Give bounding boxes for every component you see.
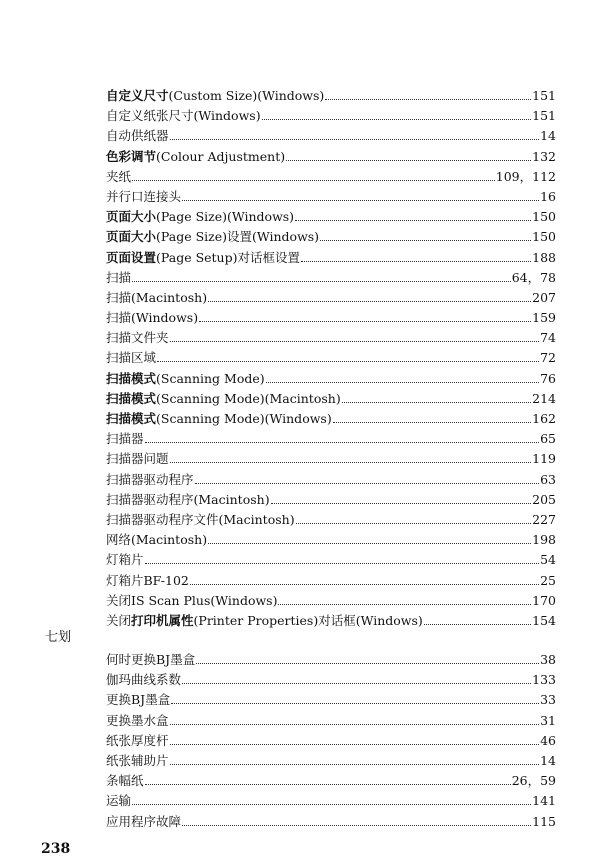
entry-term xyxy=(106,670,181,690)
entry-term xyxy=(106,470,194,490)
dot-leader xyxy=(333,411,531,423)
dot-leader xyxy=(266,370,539,382)
entry-term-text: 扫描 xyxy=(106,269,132,285)
dot-leader xyxy=(170,451,532,463)
dot-leader xyxy=(145,431,540,443)
entry-term-text: 扫描文件夹 xyxy=(106,330,169,346)
entry-term xyxy=(106,86,324,106)
entry-term-text: 灯箱片 xyxy=(106,552,144,568)
entry-term xyxy=(106,791,131,811)
index-entry xyxy=(106,86,556,106)
index-entry xyxy=(106,470,556,490)
entry-term xyxy=(106,731,169,751)
dot-leader xyxy=(296,512,532,524)
entry-page-ref: 31 xyxy=(540,712,556,728)
entry-term-text: 更换墨水盒 xyxy=(106,712,169,728)
entry-term-text: 应用程序故障 xyxy=(106,813,182,829)
entry-page-ref: 154 xyxy=(532,612,556,628)
dot-leader xyxy=(132,269,511,281)
entry-term-text: 运输 xyxy=(106,793,132,809)
entry-term-text: 更换BJ墨盒 xyxy=(106,692,171,708)
index-entry xyxy=(106,429,556,449)
entry-term-text: (Printer Properties)对话框(Windows) xyxy=(193,612,423,628)
index-entry xyxy=(106,268,556,288)
entry-page-ref: 150 xyxy=(532,209,556,225)
entry-term-text: 扫描器问题 xyxy=(106,451,169,467)
entry-page-ref: 227 xyxy=(532,511,556,527)
entry-term xyxy=(106,248,300,268)
dot-leader xyxy=(320,229,531,241)
entry-term xyxy=(106,187,181,207)
entry-page-ref: 14 xyxy=(540,128,556,144)
index-entry xyxy=(106,791,556,811)
entry-term-text: 自定义纸张尺寸(Windows) xyxy=(106,108,261,124)
entry-term-text: 扫描(Macintosh) xyxy=(106,289,208,305)
entry-term-text: 并行口连接头 xyxy=(106,188,182,204)
index-entry xyxy=(106,571,556,591)
entry-term-text: (Page Size)设置(Windows) xyxy=(156,229,320,245)
entry-term xyxy=(106,510,295,530)
entry-page-ref: 119 xyxy=(532,451,556,467)
entry-term-text: (Scanning Mode)(Macintosh) xyxy=(156,390,341,406)
entry-term-text: 网络(Macintosh) xyxy=(106,532,208,548)
entry-page-ref: 205 xyxy=(532,491,556,507)
dot-leader xyxy=(262,108,532,120)
entry-term-text: 扫描器 xyxy=(106,431,144,447)
entry-page-ref: 188 xyxy=(532,249,556,265)
entry-term-text: 灯箱片BF-102 xyxy=(106,572,189,588)
entry-page-ref: 159 xyxy=(532,310,556,326)
dot-leader xyxy=(196,652,539,664)
entry-page-ref: 151 xyxy=(532,88,556,103)
entry-term xyxy=(106,591,277,611)
index-entry xyxy=(106,328,556,348)
dot-leader xyxy=(301,249,531,261)
entry-term xyxy=(106,369,265,389)
entry-page-ref: 76 xyxy=(540,370,556,386)
entry-term xyxy=(106,288,207,308)
entry-page-ref: 141 xyxy=(532,793,556,809)
entry-term xyxy=(106,348,156,368)
entry-term-text: 扫描(Windows) xyxy=(106,310,199,326)
entry-term-text: 扫描区域 xyxy=(106,350,157,366)
entry-term-bold: 扫描模式 xyxy=(106,390,157,406)
entry-term xyxy=(106,227,319,247)
entry-page-ref: 63 xyxy=(540,471,556,487)
entry-term-text: 扫描器驱动程序文件(Macintosh) xyxy=(106,511,295,527)
entry-term xyxy=(106,711,169,731)
entry-term xyxy=(106,611,423,631)
entry-term xyxy=(106,409,332,429)
entry-term xyxy=(106,530,207,550)
dot-leader xyxy=(190,572,539,584)
entry-term-text: 自动供纸器 xyxy=(106,128,169,144)
entry-term-bold: 打印机属性 xyxy=(131,612,194,628)
entry-page-ref: 150 xyxy=(532,229,556,245)
entry-page-ref: 54 xyxy=(540,552,556,568)
dot-leader xyxy=(157,350,539,362)
index-entry xyxy=(106,207,556,227)
entry-term-text: (Scanning Mode)(Windows) xyxy=(156,411,332,426)
entry-page-ref: 72 xyxy=(540,350,556,366)
entry-term xyxy=(106,207,294,227)
entry-term-bold: 页面大小 xyxy=(106,209,157,225)
entry-term xyxy=(106,106,261,126)
entry-term xyxy=(106,571,189,591)
index-entry xyxy=(106,771,556,791)
dot-leader xyxy=(170,733,540,745)
index-entry xyxy=(106,348,556,368)
dot-leader xyxy=(199,310,531,322)
dot-leader xyxy=(182,672,531,684)
dot-leader xyxy=(170,753,540,765)
entry-term xyxy=(106,812,181,832)
entry-term xyxy=(106,389,341,409)
entry-term-text: (Page Size)(Windows) xyxy=(156,209,295,225)
index-entry xyxy=(106,248,556,268)
index-entry xyxy=(106,308,556,328)
entry-page-ref: 33 xyxy=(540,692,556,708)
dot-leader xyxy=(132,169,495,181)
entry-term-text: 关闭IS Scan Plus(Windows) xyxy=(106,592,278,608)
entry-term xyxy=(106,328,169,348)
entry-term-text: (Colour Adjustment) xyxy=(156,148,286,164)
index-entry xyxy=(106,731,556,751)
dot-leader xyxy=(342,391,531,403)
entry-page-ref: 133 xyxy=(532,672,556,688)
dot-leader xyxy=(170,128,540,140)
entry-term-text: 伽玛曲线系数 xyxy=(106,672,182,688)
dot-leader xyxy=(182,189,539,201)
entry-term-text: 条幅纸 xyxy=(106,773,144,789)
index-entry xyxy=(106,690,556,710)
entry-page-ref: 46 xyxy=(540,732,556,748)
entry-page-ref: 151 xyxy=(532,108,556,124)
index-entry xyxy=(106,227,556,247)
dot-leader xyxy=(170,330,540,342)
entry-term-bold: 页面设置 xyxy=(106,249,157,265)
dot-leader xyxy=(271,492,532,504)
index-entry xyxy=(106,389,556,409)
entry-page-ref: 109，112 xyxy=(495,168,556,184)
entry-page-ref: 214 xyxy=(532,390,556,406)
entry-term xyxy=(106,308,198,328)
entry-term xyxy=(106,449,169,469)
index-entry xyxy=(106,670,556,690)
entry-term-text: 扫描器驱动程序 xyxy=(106,471,194,487)
index-entry xyxy=(106,106,556,126)
entry-page-ref: 38 xyxy=(540,652,556,667)
page-number: 238 xyxy=(41,841,71,857)
dot-leader xyxy=(325,88,531,100)
entry-term-bold: 扫描模式 xyxy=(106,411,157,426)
index-list-section-a xyxy=(106,86,556,631)
index-entry xyxy=(106,490,556,510)
index-entry xyxy=(106,711,556,731)
index-entry xyxy=(106,167,556,187)
index-entry xyxy=(106,449,556,469)
index-entry xyxy=(106,530,556,550)
entry-page-ref: 25 xyxy=(540,572,556,588)
entry-term-text: 何时更换BJ墨盒 xyxy=(106,652,196,667)
dot-leader xyxy=(145,773,511,785)
index-entry xyxy=(106,409,556,429)
entry-term xyxy=(106,550,144,570)
index-entry xyxy=(106,187,556,207)
entry-term-text: (Custom Size)(Windows) xyxy=(168,88,325,103)
entry-page-ref: 198 xyxy=(532,532,556,548)
entry-term-bold: 扫描模式 xyxy=(106,370,157,386)
index-entry xyxy=(106,369,556,389)
entry-page-ref: 115 xyxy=(532,813,556,829)
index-entry xyxy=(106,510,556,530)
entry-page-ref: 26，59 xyxy=(511,773,556,789)
dot-leader xyxy=(145,552,540,564)
entry-term xyxy=(106,147,285,167)
entry-page-ref: 162 xyxy=(532,411,556,426)
index-entry xyxy=(106,751,556,771)
dot-leader xyxy=(170,712,540,724)
index-entry xyxy=(106,288,556,308)
entry-term-text: (Scanning Mode) xyxy=(156,370,265,386)
entry-page-ref: 132 xyxy=(532,148,556,164)
entry-page-ref: 207 xyxy=(532,289,556,305)
entry-term xyxy=(106,771,144,791)
entry-term-text: 夹纸 xyxy=(106,168,132,184)
index-entry xyxy=(106,611,556,631)
entry-term xyxy=(106,690,170,710)
entry-term xyxy=(106,751,169,771)
entry-page-ref: 16 xyxy=(540,188,556,204)
dot-leader xyxy=(424,613,531,625)
entry-page-ref: 65 xyxy=(540,431,556,447)
dot-leader xyxy=(132,793,531,805)
entry-page-ref: 14 xyxy=(540,752,556,768)
entry-term-bold: 色彩调节 xyxy=(106,148,157,164)
dot-leader xyxy=(278,592,531,604)
dot-leader xyxy=(286,148,531,160)
entry-term-text: 纸张厚度杆 xyxy=(106,732,169,748)
index-entry xyxy=(106,812,556,832)
entry-page-ref: 170 xyxy=(532,592,556,608)
entry-term-text: 关闭 xyxy=(106,612,132,628)
entry-term-bold: 页面大小 xyxy=(106,229,157,245)
dot-leader xyxy=(208,290,531,302)
entry-term-text: 纸张辅助片 xyxy=(106,752,169,768)
index-entry xyxy=(106,126,556,146)
entry-term-text: 扫描器驱动程序(Macintosh) xyxy=(106,491,270,507)
dot-leader xyxy=(182,813,531,825)
dot-leader xyxy=(208,532,531,544)
index-list-section-b xyxy=(106,650,556,832)
stroke-count-heading: 七划 xyxy=(45,630,72,645)
index-entry xyxy=(106,147,556,167)
dot-leader xyxy=(295,209,531,221)
entry-term xyxy=(106,650,195,670)
entry-term xyxy=(106,490,270,510)
entry-term xyxy=(106,167,131,187)
entry-page-ref: 64，78 xyxy=(511,269,556,285)
entry-page-ref: 74 xyxy=(540,330,556,346)
entry-term-text: (Page Setup)对话框设置 xyxy=(156,249,300,265)
index-entry xyxy=(106,550,556,570)
dot-leader xyxy=(195,471,540,483)
entry-term xyxy=(106,429,144,449)
entry-term-bold: 自定义尺寸 xyxy=(106,88,169,103)
entry-term xyxy=(106,126,169,146)
index-entry xyxy=(106,650,556,670)
index-entry xyxy=(106,591,556,611)
dot-leader xyxy=(171,692,539,704)
entry-term xyxy=(106,268,131,288)
